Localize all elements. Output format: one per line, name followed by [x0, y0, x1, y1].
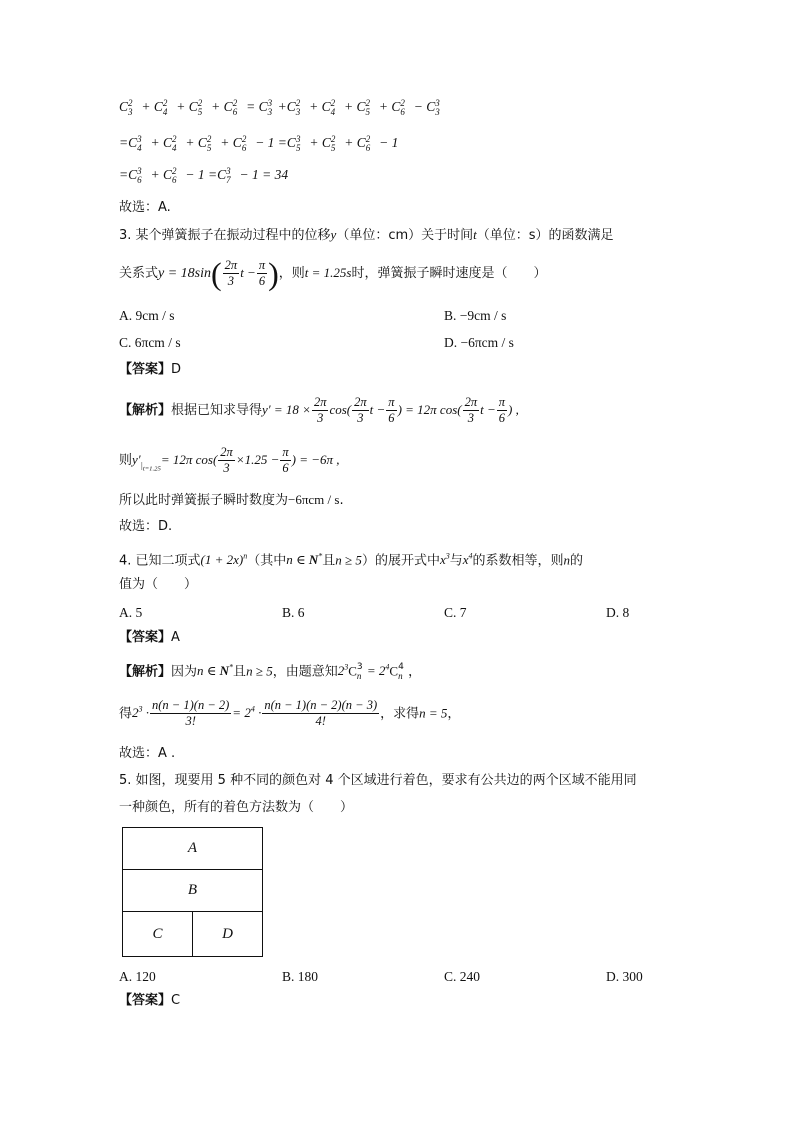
combination-equation-line-1: C 2 3 + C 2 4 + C 2 5 + C 2 6 = C 3 3 +C 2 3 + C 2 4 + C 2 5 + C 2 6 − C 3 3: [119, 97, 440, 117]
q5-option-b: B. 180: [282, 969, 319, 984]
q3-answer: 【答案】D: [119, 362, 182, 377]
combination-equation-line-3: =C 3 6 + C 2 6 − 1 =C 3 7 − 1 = 34: [119, 165, 289, 185]
q5-option-d: D. 300: [606, 969, 643, 984]
q5-option-c: C. 240: [444, 969, 481, 984]
q4-option-b: B. 6: [282, 605, 305, 620]
q3-analysis-evaluation: 则$y'_{|_{t=1.25}}= 12\pi$ cos( $\frac{2\pi}{3}$ ×1.25 − $\frac{\pi}{6}$ ) = −6π ,: [119, 445, 340, 475]
q5-answer: 【答案】C: [119, 993, 181, 1008]
q4-option-d: D. 8: [606, 605, 630, 620]
combination-equation-line-2: =C 3 4 + C 2 4 + C 2 5 + C 2 6 − 1 =C 3 5 + C 2 5 + C 2 6 − 1: [119, 133, 399, 153]
q4-choice: 故选：A .: [119, 746, 176, 761]
region-b: [123, 870, 262, 912]
q4-answer: 【答案】A: [119, 630, 180, 645]
region-d-label: D: [222, 925, 233, 942]
region-a: [123, 828, 262, 870]
region-b-label: B: [187, 882, 198, 898]
q5-option-a: A. 120: [119, 969, 156, 984]
q4-option-c: C. 7: [444, 605, 467, 620]
q2-choice: 故选：A.: [119, 200, 171, 215]
region-c: [123, 912, 193, 956]
q3-option-d: D. −6πcm / s: [444, 335, 514, 350]
q3-relation: 关系式y = 18sin( $\frac{2\pi}{3}$ t − $\frac{\pi}{6}$ )，则t = 1.25s时，弹簧振子瞬时速度是（ ）: [119, 255, 547, 292]
q3-stem: 3. 某个弹簧振子在振动过程中的位移y（单位：cm）关于时间t（单位：s）的函数满足: [119, 227, 614, 243]
q4-stem-line2: 值为（ ）: [119, 577, 198, 592]
q4-analysis-equation: 得$2^3$ · $\frac{n(n - 1)(n - 2)}{3!}$ = $2^4$ · $\frac{n(n - 1)(n - 2)(n - 3)}{4!}$ ，求得n = 5，: [119, 698, 461, 729]
q3-choice: 故选：D.: [119, 519, 173, 534]
q4-stem: 4. 已知二项式$(1 + 2x)^n$（其中n ∈ N*且n ≥ 5）的展开式中$x^3$与$x^4$的系数相等，则n的: [119, 552, 584, 569]
q4-option-a: A. 5: [119, 605, 143, 620]
q4-analysis-condition: 【解析】因为n ∈ N*且n ≥ 5，由题意知$2^3C$ 3 n = $2^4C$ 4 n ，: [119, 661, 422, 681]
region-a-label: A: [187, 840, 198, 856]
region-diagram: [122, 827, 263, 957]
q3-conclusion: 所以此时弹簧振子瞬时数度为−6πcm / s.: [119, 492, 344, 508]
q3-option-c: C. 6πcm / s: [119, 335, 181, 350]
q3-option-a: A. 9cm / s: [119, 308, 175, 323]
region-c-label: C: [152, 925, 163, 942]
q5-stem-line2: 一种颜色，所有的着色方法数为（ ）: [119, 800, 354, 815]
region-d: [193, 912, 262, 956]
q3-analysis-derivative: 【解析】根据已知求导得y′ = 18 × $\frac{2\pi}{3}$ cos( $\frac{2\pi}{3}$ t − $\frac{\pi}{6}$ ) = 12π cos( $\frac{2\pi}{3}$ t − $\frac{\pi}{6}$ ) ,: [119, 395, 519, 425]
q3-option-b: B. −9cm / s: [444, 308, 507, 323]
q5-stem-line1: 5. 如图，现要用 5 种不同的颜色对 4 个区域进行着色，要求有公共边的两个区域不能用同: [119, 773, 637, 788]
